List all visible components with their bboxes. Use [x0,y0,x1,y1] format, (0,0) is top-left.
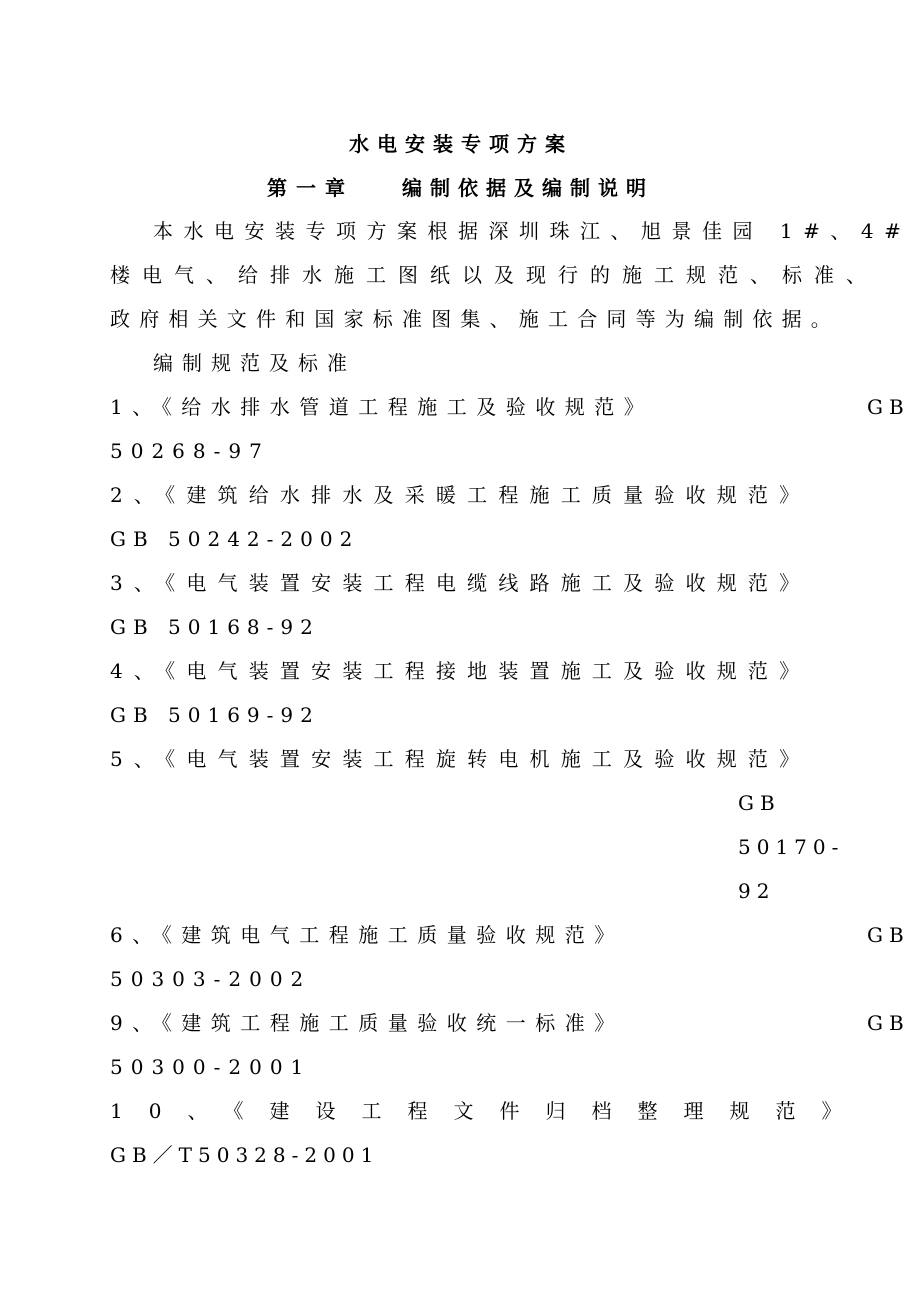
standard-10-name: 10、《建设工程文件归档整理规范》 [110,1099,868,1123]
intro-line-1: 本水电安装专项方案根据深圳珠江、旭景佳园 1#、4# [153,219,912,243]
standard-6-name: 6、《建筑电气工程施工质量验收规范》 [110,923,624,947]
standard-3-name: 3、《电气装置安装工程电缆线路施工及验收规范》 [110,571,811,595]
standards-heading: 编制规范及标准 [153,351,356,375]
standard-9-name: 9、《建筑工程施工质量验收统一标准》 [110,1011,624,1035]
standard-6-code-prefix: GB [867,923,910,947]
standard-1-code-prefix: GB [867,395,910,419]
standard-2-name: 2、《建筑给水排水及采暖工程施工质量验收规范》 [110,483,811,507]
standard-5-name: 5、《电气装置安装工程旋转电机施工及验收规范》 [110,747,811,771]
intro-line-3: 政府相关文件和国家标准图集、施工合同等为编制依据。 [110,307,840,331]
standard-10-code: GB／T50328-2001 [110,1143,380,1167]
standard-9-code-prefix: GB [867,1011,910,1035]
standard-2-code: GB 50242-2002 [110,527,360,551]
standard-3-code: GB 50168-92 [110,615,320,639]
intro-line-2: 楼电气、给排水施工图纸以及现行的施工规范、标准、 [110,263,878,287]
standard-4-name: 4、《电气装置安装工程接地装置施工及验收规范》 [110,659,811,683]
standard-5-code-number: 50170- [738,835,845,859]
standard-1-name: 1、《给水排水管道工程施工及验收规范》 [110,395,654,419]
standard-5-code-prefix: GB [738,791,781,815]
standard-1-code-number: 50268-97 [110,439,270,463]
standard-5-code-suffix: 92 [738,879,776,903]
standard-9-code-number: 50300-2001 [110,1055,312,1079]
document-title: 水电安装专项方案 [349,132,573,156]
standard-6-code-number: 50303-2002 [110,967,312,991]
chapter-number: 第一章 [267,176,354,200]
standard-4-code: GB 50169-92 [110,703,320,727]
chapter-title: 编制依据及编制说明 [402,176,654,200]
